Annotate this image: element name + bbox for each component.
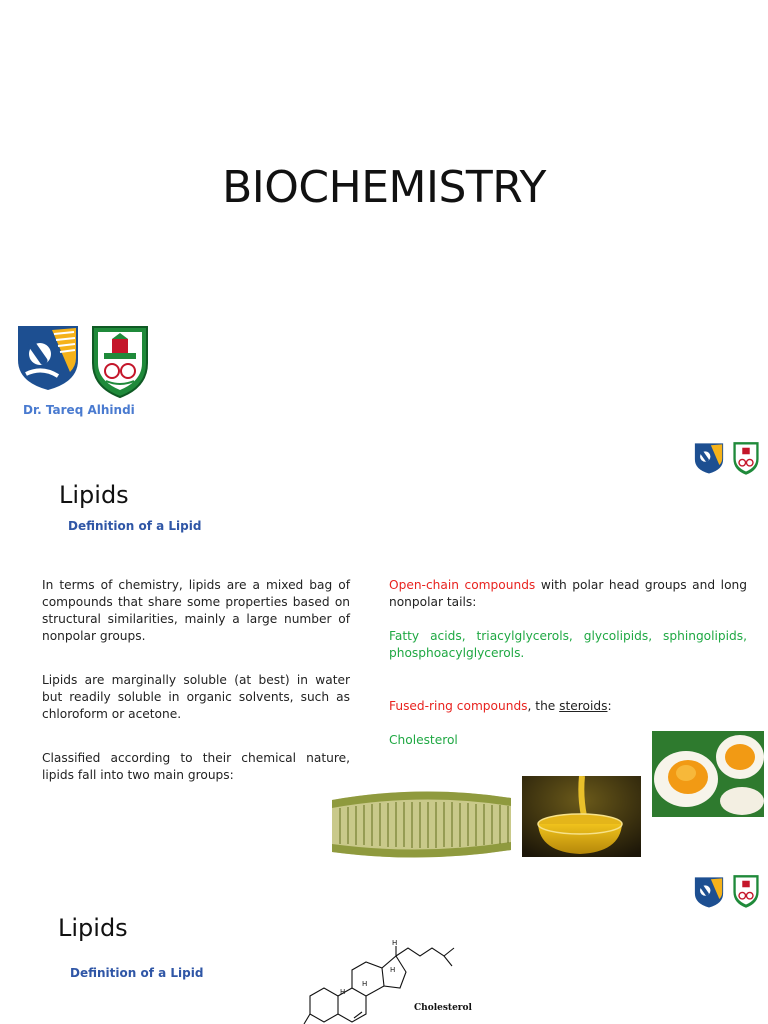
slide-title: BIOCHEMISTRY [222, 162, 546, 213]
open-chain-examples: Fatty acids, triacylglycerols, glycolipids, sphingolipids, phosphoacylglycerols. [389, 629, 747, 660]
cholesterol-example: Cholesterol [389, 733, 458, 747]
author-name: Dr. Tareq Alhindi [23, 403, 135, 417]
slide2-heading: Lipids [59, 481, 129, 509]
cholesterol-structure-label: Cholesterol [414, 1003, 472, 1013]
lipid-definition-paragraph: In terms of chemistry, lipids are a mixed bag of compounds that share some properties based on structural similarities, mainly a large number of nonpolar groups. [42, 578, 350, 643]
open-chain-label: Open-chain compounds [389, 578, 536, 592]
slide3-subheading: Definition of a Lipid [70, 966, 204, 980]
university-crest-logo-small-2 [732, 873, 760, 909]
university-crest-logo [90, 323, 150, 399]
lipid-bilayer-image [332, 786, 511, 864]
slide3-heading: Lipids [58, 914, 128, 942]
steroids-link-text: steroids [559, 699, 608, 713]
science-faculty-logo [14, 322, 82, 392]
structure-h-label-4: H [340, 988, 346, 996]
boiled-eggs-image [652, 731, 764, 817]
structure-h-label-2: H [390, 966, 396, 974]
science-faculty-logo-small [693, 441, 725, 475]
fused-ring-paragraph [389, 698, 747, 715]
science-faculty-logo-small-2 [693, 875, 725, 909]
fused-ring-mid: , the [527, 699, 560, 713]
fused-ring-colon: : [607, 699, 612, 713]
open-chain-description: with polar head groups and long nonpolar tails: [389, 578, 747, 609]
fused-ring-label: Fused-ring compounds [389, 699, 528, 713]
olive-oil-image [522, 776, 641, 857]
structure-h-label-3: H [362, 980, 368, 988]
lipid-solubility-paragraph: Lipids are marginally soluble (at best) in water but readily soluble in organic solvents, such as chloroform or acetone. [42, 673, 350, 721]
lipid-classification-paragraph: Classified according to their chemical nature, lipids fall into two main groups: [42, 751, 350, 782]
cholesterol-structure-diagram [296, 938, 476, 1024]
structure-h-label-1: H [392, 939, 398, 947]
open-chain-paragraph [389, 577, 747, 611]
slide2-subheading: Definition of a Lipid [68, 519, 202, 533]
university-crest-logo-small [732, 440, 760, 476]
